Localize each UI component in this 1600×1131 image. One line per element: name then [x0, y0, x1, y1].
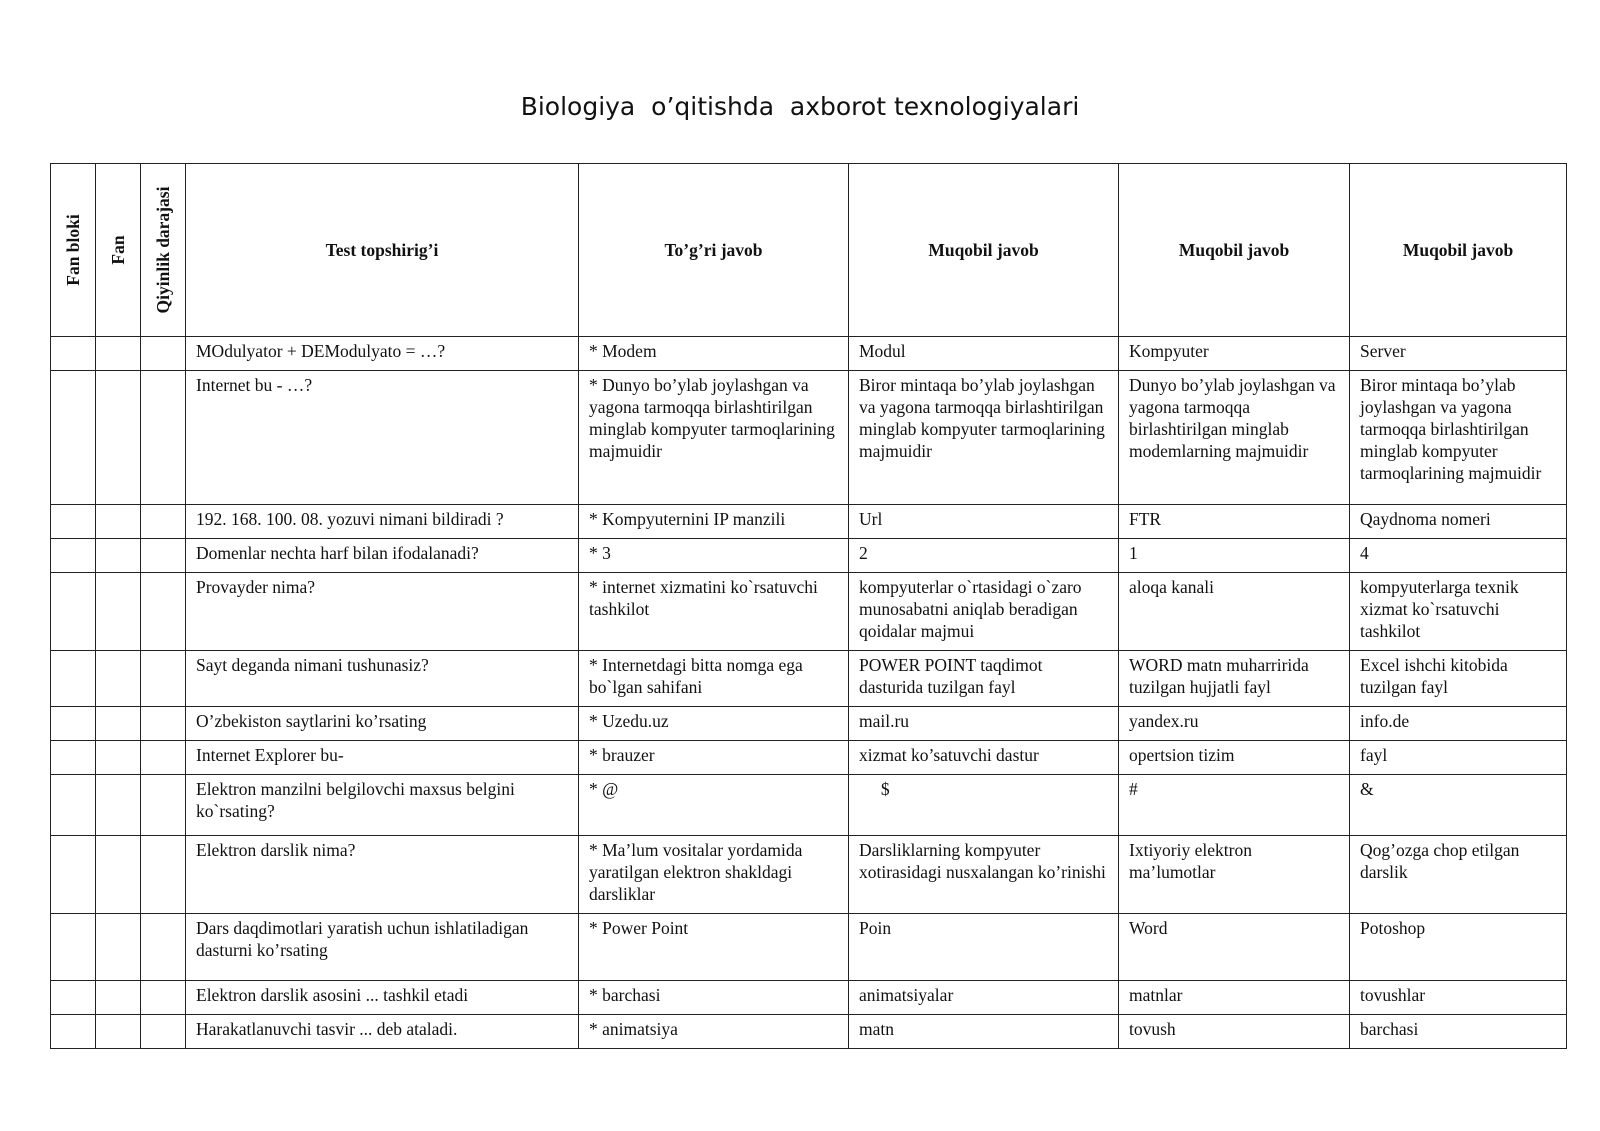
cell-alt-answer-3: Biror mintaqa bo’ylab joylashgan va yagona tarmoqqa birlashtirilgan minglab kompyuter tarmoqlarining majmuidir	[1350, 371, 1567, 505]
cell-alt-answer-1: Modul	[849, 337, 1119, 371]
cell-fan-bloki	[51, 707, 96, 741]
cell-fan-bloki	[51, 775, 96, 836]
cell-qiyinlik	[141, 741, 186, 775]
cell-alt-answer-2: yandex.ru	[1119, 707, 1350, 741]
header-fan: Fan	[96, 164, 141, 337]
table-row	[51, 836, 1567, 914]
cell-alt-answer-2: Ixtiyoriy elektron ma’lumotlar	[1119, 836, 1350, 914]
table-row	[51, 981, 1567, 1015]
cell-question: Provayder nima?	[186, 573, 579, 651]
cell-correct-answer: * animatsiya	[579, 1015, 849, 1049]
cell-qiyinlik	[141, 981, 186, 1015]
cell-question: O’zbekiston saytlarini ko’rsating	[186, 707, 579, 741]
cell-fan-bloki	[51, 337, 96, 371]
cell-fan	[96, 741, 141, 775]
cell-question: Sayt deganda nimani tushunasiz?	[186, 651, 579, 707]
cell-correct-answer: * Power Point	[579, 914, 849, 981]
cell-fan-bloki	[51, 539, 96, 573]
cell-correct-answer: * Uzedu.uz	[579, 707, 849, 741]
cell-qiyinlik	[141, 707, 186, 741]
cell-question: Harakatlanuvchi tasvir ... deb ataladi.	[186, 1015, 579, 1049]
cell-qiyinlik	[141, 505, 186, 539]
cell-fan	[96, 836, 141, 914]
cell-question: Dars daqdimotlari yaratish uchun ishlatiladigan dasturni ko’rsating	[186, 914, 579, 981]
cell-question: MOdulyator + DEModulyato = …?	[186, 337, 579, 371]
cell-fan	[96, 775, 141, 836]
cell-alt-answer-1: Darsliklarning kompyuter xotirasidagi nusxalangan ko’rinishi	[849, 836, 1119, 914]
cell-fan-bloki	[51, 505, 96, 539]
cell-alt-answer-2: aloqa kanali	[1119, 573, 1350, 651]
cell-correct-answer: * internet xizmatini ko`rsatuvchi tashkilot	[579, 573, 849, 651]
table-body	[51, 337, 1567, 1049]
table-row	[51, 539, 1567, 573]
table-row	[51, 505, 1567, 539]
cell-fan-bloki	[51, 981, 96, 1015]
cell-alt-answer-1: xizmat ko’satuvchi dastur	[849, 741, 1119, 775]
cell-fan-bloki	[51, 573, 96, 651]
cell-alt-answer-3: &	[1350, 775, 1567, 836]
cell-qiyinlik	[141, 836, 186, 914]
cell-alt-answer-2: opertsion tizim	[1119, 741, 1350, 775]
cell-question: 192. 168. 100. 08. yozuvi nimani bildiradi ?	[186, 505, 579, 539]
cell-alt-answer-3: barchasi	[1350, 1015, 1567, 1049]
cell-alt-answer-3: Qog’ozga chop etilgan darslik	[1350, 836, 1567, 914]
cell-fan	[96, 914, 141, 981]
test-table	[50, 163, 1567, 1049]
table-row	[51, 573, 1567, 651]
cell-qiyinlik	[141, 337, 186, 371]
cell-alt-answer-2: Kompyuter	[1119, 337, 1350, 371]
page-title: Biologiya o’qitishda axborot texnologiyalari	[520, 92, 1080, 121]
cell-alt-answer-2: WORD matn muharririda tuzilgan hujjatli fayl	[1119, 651, 1350, 707]
cell-alt-answer-3: Server	[1350, 337, 1567, 371]
table-row	[51, 914, 1567, 981]
cell-fan	[96, 981, 141, 1015]
cell-correct-answer: * @	[579, 775, 849, 836]
cell-correct-answer: * Modem	[579, 337, 849, 371]
cell-qiyinlik	[141, 914, 186, 981]
cell-alt-answer-2: tovush	[1119, 1015, 1350, 1049]
cell-qiyinlik	[141, 539, 186, 573]
table-header-row	[51, 164, 1567, 337]
cell-alt-answer-1: mail.ru	[849, 707, 1119, 741]
cell-alt-answer-2: Dunyo bo’ylab joylashgan va yagona tarmoqqa birlashtirilgan minglab modemlarning majmuidir	[1119, 371, 1350, 505]
cell-fan	[96, 539, 141, 573]
cell-question: Internet Explorer bu-	[186, 741, 579, 775]
header-test-topshirigi: Test topshirig’i	[186, 164, 579, 337]
cell-alt-answer-3: 4	[1350, 539, 1567, 573]
header-muqobil-javob-2: Muqobil javob	[1119, 164, 1350, 337]
cell-fan	[96, 707, 141, 741]
table-row	[51, 337, 1567, 371]
cell-correct-answer: * Internetdagi bitta nomga ega bo`lgan sahifani	[579, 651, 849, 707]
cell-fan-bloki	[51, 651, 96, 707]
cell-qiyinlik	[141, 1015, 186, 1049]
cell-alt-answer-1: animatsiyalar	[849, 981, 1119, 1015]
cell-alt-answer-1: $	[849, 775, 1119, 836]
header-muqobil-javob-3: Muqobil javob	[1350, 164, 1567, 337]
cell-correct-answer: * barchasi	[579, 981, 849, 1015]
cell-alt-answer-3: Excel ishchi kitobida tuzilgan fayl	[1350, 651, 1567, 707]
cell-alt-answer-3: info.de	[1350, 707, 1567, 741]
cell-alt-answer-1: 2	[849, 539, 1119, 573]
cell-fan-bloki	[51, 1015, 96, 1049]
cell-alt-answer-1: POWER POINT taqdimot dasturida tuzilgan fayl	[849, 651, 1119, 707]
cell-correct-answer: * Kompyuternini IP manzili	[579, 505, 849, 539]
cell-fan	[96, 371, 141, 505]
cell-alt-answer-1: Biror mintaqa bo’ylab joylashgan va yagona tarmoqqa birlashtirilgan minglab kompyuter tarmoqlarining majmuidir	[849, 371, 1119, 505]
header-fan-bloki: Fan bloki	[51, 164, 96, 337]
table-row	[51, 371, 1567, 505]
cell-alt-answer-2: matnlar	[1119, 981, 1350, 1015]
header-togri-javob: To’g’ri javob	[579, 164, 849, 337]
cell-alt-answer-2: Word	[1119, 914, 1350, 981]
table-row	[51, 741, 1567, 775]
cell-alt-answer-3: Potoshop	[1350, 914, 1567, 981]
cell-fan	[96, 651, 141, 707]
cell-alt-answer-1: Url	[849, 505, 1119, 539]
cell-qiyinlik	[141, 651, 186, 707]
cell-alt-answer-3: tovushlar	[1350, 981, 1567, 1015]
cell-question: Elektron darslik nima?	[186, 836, 579, 914]
cell-correct-answer: * 3	[579, 539, 849, 573]
cell-qiyinlik	[141, 573, 186, 651]
cell-correct-answer: * brauzer	[579, 741, 849, 775]
cell-fan-bloki	[51, 836, 96, 914]
table-row	[51, 1015, 1567, 1049]
table-row	[51, 707, 1567, 741]
cell-fan	[96, 337, 141, 371]
cell-fan-bloki	[51, 371, 96, 505]
table-row	[51, 775, 1567, 836]
cell-alt-answer-1: Poin	[849, 914, 1119, 981]
cell-fan	[96, 1015, 141, 1049]
cell-question: Domenlar nechta harf bilan ifodalanadi?	[186, 539, 579, 573]
cell-alt-answer-2: FTR	[1119, 505, 1350, 539]
cell-alt-answer-3: kompyuterlarga texnik xizmat ko`rsatuvchi tashkilot	[1350, 573, 1567, 651]
cell-alt-answer-3: Qaydnoma nomeri	[1350, 505, 1567, 539]
cell-alt-answer-2: #	[1119, 775, 1350, 836]
cell-qiyinlik	[141, 775, 186, 836]
header-qiyinlik-darajasi: Qiyinlik darajasi	[141, 164, 186, 337]
cell-question: Elektron manzilni belgilovchi maxsus belgini ko`rsating?	[186, 775, 579, 836]
cell-fan-bloki	[51, 741, 96, 775]
table-row	[51, 651, 1567, 707]
cell-correct-answer: * Dunyo bo’ylab joylashgan va yagona tarmoqqa birlashtirilgan minglab kompyuter tarmoqlarining majmuidir	[579, 371, 849, 505]
cell-alt-answer-2: 1	[1119, 539, 1350, 573]
cell-question: Internet bu - …?	[186, 371, 579, 505]
cell-alt-answer-3: fayl	[1350, 741, 1567, 775]
cell-correct-answer: * Ma’lum vositalar yordamida yaratilgan elektron shakldagi darsliklar	[579, 836, 849, 914]
cell-question: Elektron darslik asosini ... tashkil etadi	[186, 981, 579, 1015]
cell-qiyinlik	[141, 371, 186, 505]
cell-alt-answer-1: kompyuterlar o`rtasidagi o`zaro munosabatni aniqlab beradigan qoidalar majmui	[849, 573, 1119, 651]
cell-fan	[96, 573, 141, 651]
cell-fan	[96, 505, 141, 539]
header-muqobil-javob-1: Muqobil javob	[849, 164, 1119, 337]
cell-fan-bloki	[51, 914, 96, 981]
cell-alt-answer-1: matn	[849, 1015, 1119, 1049]
